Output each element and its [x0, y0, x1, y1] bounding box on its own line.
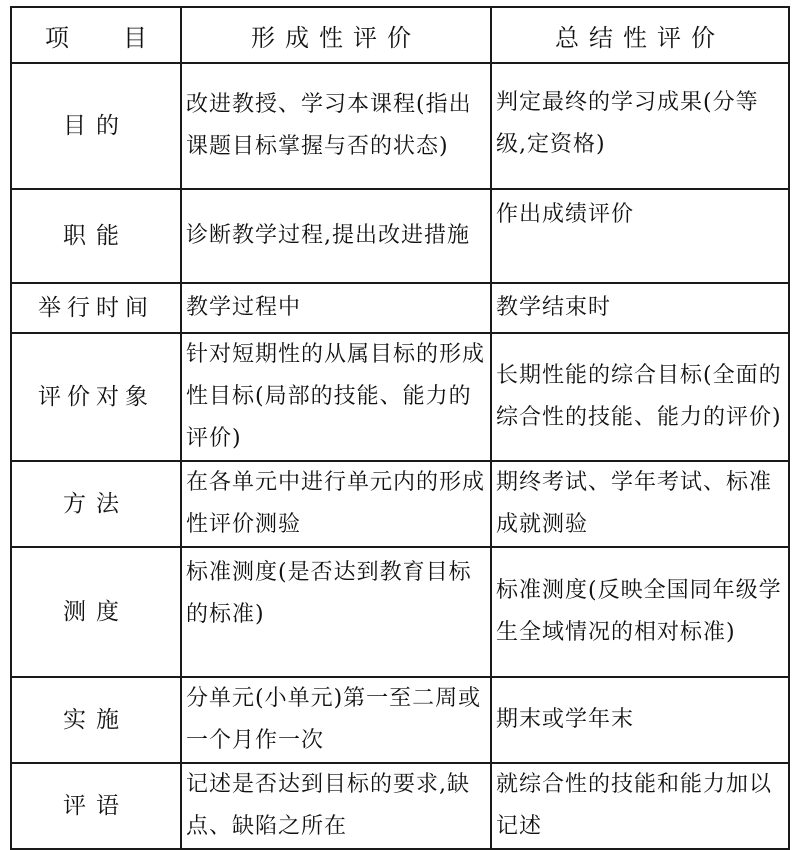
header-item-char-1: 项: [45, 23, 69, 52]
row-formative: 针对短期性的从属目标的形成性目标(局部的技能、能力的评价): [181, 333, 491, 461]
row-formative: 教学过程中: [181, 283, 491, 333]
row-formative: 记述是否达到目标的要求,缺点、缺陷之所在: [181, 763, 491, 849]
row-summative: 教学结束时: [491, 283, 789, 333]
table-row: [11, 189, 789, 283]
table-row: [11, 677, 789, 763]
header-row: [11, 7, 789, 63]
row-formative: 标准测度(是否达到教育目标的标准): [181, 547, 491, 677]
row-formative: 改进教授、学习本课程(指出课题目标掌握与否的状态): [181, 63, 491, 189]
row-summative: 作出成绩评价: [491, 189, 789, 283]
row-item: 实施: [11, 677, 181, 763]
table-row: [11, 461, 789, 547]
row-summative: 标准测度(反映全国同年级学生全域情况的相对标准): [491, 547, 789, 677]
row-summative: 期末或学年末: [491, 677, 789, 763]
table-row: [11, 763, 789, 849]
row-summative: 判定最终的学习成果(分等级,定资格): [491, 63, 789, 189]
row-summative: 期终考试、学年考试、标准成就测验: [491, 461, 789, 547]
evaluation-comparison-table: [10, 6, 790, 850]
row-item: 举行时间: [11, 283, 181, 333]
row-formative: 诊断教学过程,提出改进措施: [181, 189, 491, 283]
table-row: [11, 547, 789, 677]
row-formative: 在各单元中进行单元内的形成性评价测验: [181, 461, 491, 547]
header-formative: 形成性评价: [181, 7, 491, 63]
table-row: [11, 283, 789, 333]
row-formative: 分单元(小单元)第一至二周或一个月作一次: [181, 677, 491, 763]
row-item: 目的: [11, 63, 181, 189]
row-item: 职能: [11, 189, 181, 283]
row-item: 方法: [11, 461, 181, 547]
row-summative: 就综合性的技能和能力加以记述: [491, 763, 789, 849]
header-item-char-2: 目: [123, 23, 147, 52]
table-row: [11, 63, 789, 189]
header-summative: 总结性评价: [491, 7, 789, 63]
row-item: 测度: [11, 547, 181, 677]
row-item: 评价对象: [11, 333, 181, 461]
header-item: [11, 7, 181, 63]
row-summative: 长期性能的综合目标(全面的综合性的技能、能力的评价): [491, 333, 789, 461]
row-item: 评语: [11, 763, 181, 849]
table-row: [11, 333, 789, 461]
